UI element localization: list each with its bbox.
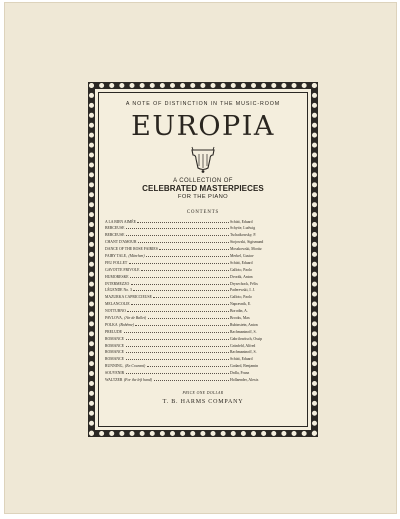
piece-title: WALTZER [105,378,123,382]
piece-composer: Napravnik, E. [230,302,252,307]
contents-row [105,301,304,308]
contents-row [105,267,304,274]
piece-composer: Schütt, Eduard [230,219,253,224]
dot-leader [138,242,228,243]
piece-title: ROMANCE [105,343,124,348]
piece-composer: Galloto, Paolo [230,267,252,272]
publisher-name: T. B. HARMS COMPANY [162,398,244,405]
piece-title: POLKA [105,322,118,327]
piece-composer: Schütt, Eduard [230,357,253,362]
piece-composer: Paderewski, I. J. [230,288,255,293]
dot-leader [131,304,228,305]
dot-leader [148,318,229,319]
piece-title: INTERMEZZO [105,281,130,286]
piece-title: PRELUDE [105,329,123,334]
piece-note: (For the left hand) [123,378,153,382]
piece-title: DANCE OF THE ROSE FAIRIES [105,247,158,252]
dot-leader [154,380,229,381]
piece-note: (Märchen) [128,253,145,258]
piece-composer: Brooks, Max [230,315,250,320]
cover-panel [88,82,318,437]
contents-row [105,329,304,336]
contents-row [105,246,304,253]
contents-row [105,294,304,301]
cover-content [102,95,304,424]
piece-composer: Dvorák, Anton [230,274,253,279]
dot-leader [126,235,229,236]
contents-row [105,370,304,377]
dot-leader [126,228,229,229]
piece-title: BERCEUSE [105,226,125,231]
piece-title: LÉGENDE No. 3 [105,288,132,293]
piece-title: BERCEUSE [105,233,125,238]
contents-row [105,377,304,384]
piece-composer: Godard, Benjamin [230,364,259,369]
contents-row [105,356,304,363]
piece-title: A LA BIEN AIMÉE [105,219,136,224]
cover-kicker: A NOTE OF DISTINCTION IN THE MUSIC-ROOM [125,101,281,107]
contents-heading: CONTENTS [186,209,220,215]
contents-row [105,225,304,232]
contents-row [105,232,304,239]
cover-title: EUROPIA [131,111,275,142]
contents-row [105,253,304,260]
piece-composer: Borodin, A. [230,309,248,314]
piece-title: RUNNING, [105,364,124,369]
piece-title: GAVOTTE FRIVOLE [105,267,140,272]
contents-row [105,274,304,281]
piece-composer: Merkel, Gustav [230,253,254,258]
dot-leader [126,359,229,360]
music-cover-page [4,2,397,514]
dot-leader [129,263,229,264]
contents-row [105,349,304,356]
piece-title: ROMANCE [105,350,124,355]
piece-title: SOUVENIR [105,371,125,376]
contents-row [105,260,304,267]
price-line: PRICE ONE DOLLAR [182,390,224,395]
piece-title: NOTTURNO [105,309,126,314]
dot-leader [127,311,228,312]
piece-composer: Hollaender, Alexis [230,378,259,382]
piece-title: FAIRY TALE, [105,253,127,258]
subtitle-line-3: FOR THE PIANO [177,193,229,200]
contents-row [105,239,304,246]
dot-leader [130,277,228,278]
piece-composer: Rachmaninoff, S. [230,350,257,355]
contents-row [105,315,304,322]
piece-title: MELANCOLIE [105,302,130,307]
dot-leader [126,346,229,347]
piece-title: PAVLOVA, [105,315,123,320]
dot-leader [133,290,228,291]
subtitle-line-1: A COLLECTION OF [173,178,233,184]
contents-list [105,219,304,384]
dot-leader [153,297,228,298]
dot-leader [141,270,229,271]
dot-leader [147,366,229,367]
dot-leader [126,339,229,340]
piece-composer: Rubinstein, Anton [230,322,258,327]
contents-row [105,322,304,329]
dot-leader [126,352,229,353]
piece-title: ROMANCE [105,357,124,362]
piece-composer: Gabrilowitsch, Ossip [230,336,263,341]
piece-composer: Stojowski, Sigismund [230,240,264,245]
contents-row [105,287,304,294]
dot-leader [126,373,229,374]
contents-row [105,343,304,350]
piece-composer: Grünfeld, Alfred [230,343,256,348]
piece-composer: Drysechock, Félix [230,281,258,286]
piece-title: FEU FOLLET [105,260,128,265]
contents-row [105,363,304,370]
piece-note: (Air de Ballet) [124,315,147,320]
contents-row [105,219,304,226]
dot-leader [137,222,228,223]
dot-leader [135,325,228,326]
dot-leader [159,249,228,250]
piece-composer: Moszkowski, Moritz [230,247,262,252]
piece-composer: Schytte, Ludwig [230,226,256,231]
piece-note: (En Courant) [124,364,146,369]
contents-row [105,281,304,288]
contents-row [105,336,304,343]
piece-note: (Bohême) [119,322,134,327]
piece-title: CHANT D'AMOUR [105,240,137,245]
piece-composer: Tschaikowsky, P. [230,233,256,238]
piece-composer: Rachmaninoff, S. [230,329,257,334]
lyre-crest-icon [102,146,304,174]
contents-row [105,308,304,315]
subtitle-line-2: CELEBRATED MASTERPIECES [142,184,264,194]
piece-composer: Schütt, Eduard [230,260,253,265]
piece-title: ROMANCE [105,336,124,341]
dot-leader [124,332,229,333]
piece-title: MAZURKA CAPRICCIEUSE [105,295,152,300]
piece-title: HUMORESKE [105,274,129,279]
dot-leader [146,256,228,257]
piece-composer: Galloto, Paolo [230,295,252,300]
piece-composer: Drdla, Franz [230,371,250,376]
dot-leader [131,284,229,285]
